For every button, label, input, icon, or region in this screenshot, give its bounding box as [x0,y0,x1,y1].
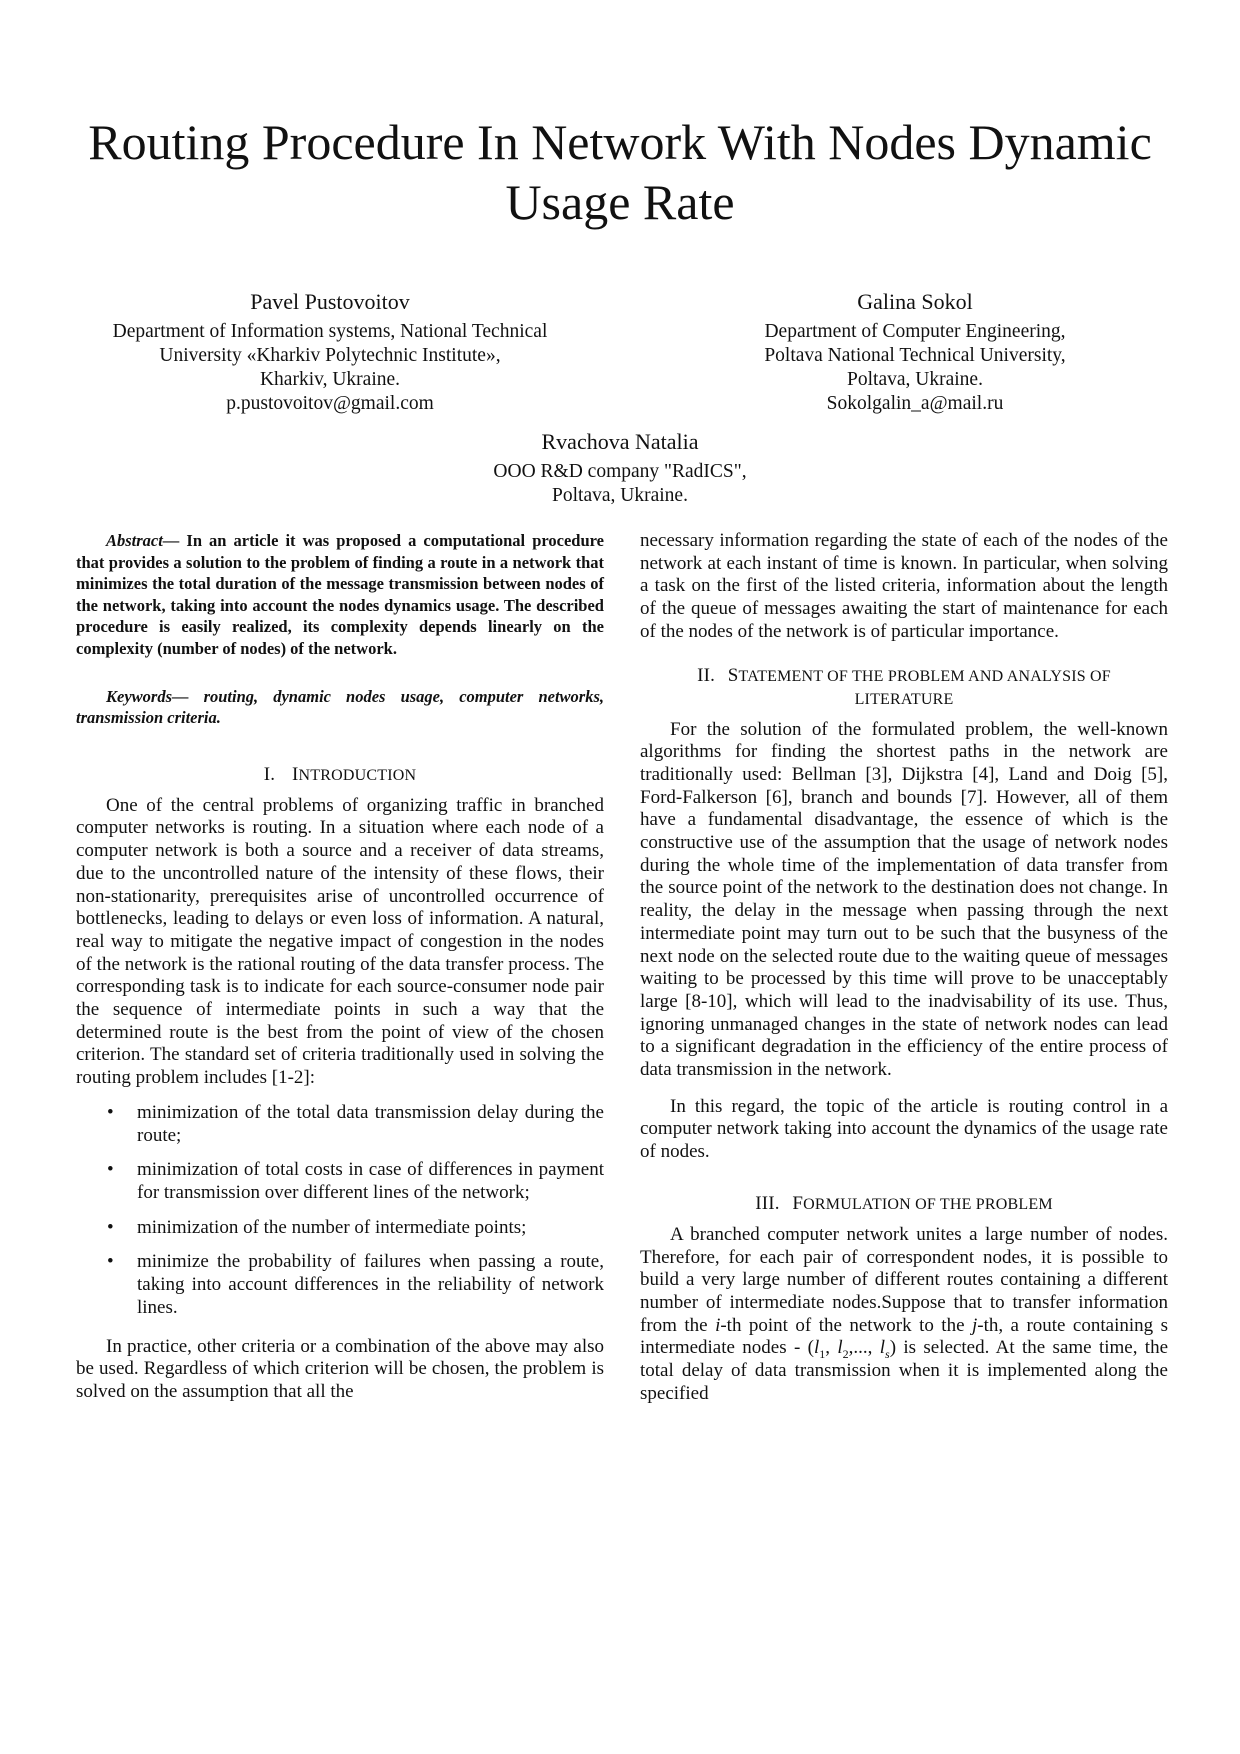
math-var: l [879,1337,886,1359]
list-item [76,1251,604,1319]
author-name: Galina Sokol [857,289,973,314]
math-subscript: 1 [819,1347,826,1362]
abstract [76,530,604,660]
list-item [76,1217,604,1240]
author-block [690,288,1140,416]
text-run: is selected. At the same time, the total delay of data transmission when it is implemented along the specified [640,1337,1169,1404]
text-run: A branched computer network unites a large number of nodes. Therefore, for each pair of correspondent nodes, it is possible to build a very large number of different routes containing a different number of intermediate nodes.Suppose that to transfer information from the [640,1223,1168,1336]
author-affiliation-line: Kharkiv, Ukraine. [259,369,401,390]
criteria-list [76,1102,604,1320]
right-column [640,530,1168,1406]
keywords-label: Keywords— [106,686,189,706]
math-var: i [715,1314,721,1336]
list-item-text: minimization of total costs in case of differences in payment for transmission over different lines of the network; [137,1159,604,1203]
keywords [76,686,604,729]
author-affiliation-line: OOO R&D company "RadICS", [493,461,747,482]
formula-sep: , [825,1337,838,1359]
author-name: Pavel Pustovoitov [250,289,410,314]
formula-sep: ,..., [848,1337,880,1359]
section-number: II. [697,664,716,686]
paragraph: In practice, other criteria or a combination of the above may also be used. Regardless of which criterion will be chosen, the problem is solved on the assumption that all the [76,1335,604,1402]
paragraph: One of the central problems of organizing traffic in branched computer networks is routing. In a situation where each node of a computer network is both a source and a receiver of data streams, due to the uncontrolled nature of the intensity of these flows, their non-stationarity, prerequisites arise of uncontrolled occurrence of bottlenecks, leading to delays or even loss of information. A natural, real way to mitigate the negative impact of congestion in the nodes of the network is the rational routing of the data transfer process. The corresponding task is to indicate for each source-consumer node pair the sequence of intermediate points in such a way that the determined route is the best from the point of view of the chosen criterion. The standard set of criteria traditionally used in solving the routing problem includes [1-2]: [76,794,604,1089]
section-initial: S [727,664,739,686]
section-title-rest: TATEMENT OF THE PROBLEM AND ANALYSIS OF [738,667,1111,685]
text-run: -th point of the network to the [720,1314,972,1336]
section-heading-formulation [640,1192,1168,1216]
paragraph-continuation: necessary information regarding the state of each of the nodes of the network at each instant of time is known. In particular, when solving a task on the first of the listed criteria, information about the length of the queue of messages awaiting the start of maintenance for each of the nodes of the network is of particular importance. [640,530,1168,642]
section-title-rest: ORMULATION OF THE PROBLEM [803,1195,1053,1213]
list-item [76,1102,604,1147]
section-heading-statement [640,664,1168,711]
list-item-text: minimize the probability of failures when passing a route, taking into account differences in the reliability of network lines. [137,1251,604,1318]
math-var: l [813,1337,820,1359]
paragraph: In this regard, the topic of the article is routing control in a computer network taking into account the dynamics of the usage rate of nodes. [640,1095,1168,1163]
section-title-rest: NTRODUCTION [298,766,417,784]
section-initial: I [292,763,299,785]
author-block [60,288,600,416]
section-initial: F [792,1192,804,1214]
section-title-line2: LITERATURE [854,690,954,708]
author-affiliation-line: Poltava, Ukraine. [847,369,983,390]
math-var: j [971,1314,978,1336]
section-heading-introduction [76,763,604,787]
left-column [76,530,604,1404]
author-affiliation-line: Department of Computer Engineering, [764,321,1066,342]
list-item-text: minimization of the total data transmission delay during the route; [137,1101,604,1146]
paragraph [640,1224,1168,1406]
author-name: Rvachova Natalia [541,429,699,454]
abstract-label: Abstract— [106,531,180,550]
route-formula [807,1337,897,1362]
formula-paren: ) [889,1337,897,1359]
abstract-text: In an article it was proposed a computational procedure that provides a solution to the problem of finding a route in a network that minimizes the total duration of the message transmission between nodes of the network, taking into account the nodes dynamics usage. The described procedure is easily realized, its complexity depends linearly on the complexity (number of nodes) of the network. [76,531,604,658]
author-block [400,428,840,508]
author-affiliation-line: Department of Information systems, National Technical [112,321,548,342]
math-subscript: s [885,1347,890,1362]
formula-paren: ( [807,1337,814,1359]
bullet-icon: • [107,1251,114,1273]
paper-title: Routing Procedure In Network With Nodes Dynamic Usage Rate [88,114,1152,230]
bullet-icon: • [107,1216,114,1238]
math-var: l [837,1337,843,1359]
list-item [76,1159,604,1204]
author-affiliation-line: Poltava National Technical University, [764,345,1066,366]
section-number: III. [755,1192,780,1214]
author-affiliation-line: University «Kharkiv Polytechnic Institute», [159,345,501,366]
list-item-text: minimization of the number of intermediate points; [137,1216,527,1238]
section-number: I. [263,763,276,785]
bullet-icon: • [107,1101,114,1123]
keywords-text: routing, dynamic nodes usage, computer networks, transmission criteria. [76,686,604,728]
text-run: -th, a route containing s intermediate nodes - [640,1314,1168,1359]
author-email: Sokolgalin_a@mail.ru [826,393,1004,414]
paragraph: For the solution of the formulated problem, the well-known algorithms for finding the shortest paths in the network are traditionally used: Bellman [3], Dijkstra [4], Land and Doig [5], Ford-Falkerson [6], branch and bounds [7]. However, all of them have a fundamental disadvantage, the essence of which is the constructive use of the assumption that the usage of network nodes during the whole time of the implementation of data transfer from the source point of the network to the destination does not change. In reality, the delay in the message when passing through the next intermediate point may turn out to be such that the busyness of the next node on the selected route due to the waiting queue of messages waiting to be processed by this time will prove to be unacceptably large [8-10], which will lead to the inadvisability of its use. Thus, ignoring unmanaged changes in the state of network nodes can lead to a significant degradation in the efficiency of the entire process of data transmission in the network. [640,718,1168,1081]
author-email: p.pustovoitov@gmail.com [226,393,434,414]
math-subscript: 2 [842,1347,849,1362]
bullet-icon: • [107,1159,114,1181]
author-affiliation-line: Poltava, Ukraine. [552,485,688,506]
